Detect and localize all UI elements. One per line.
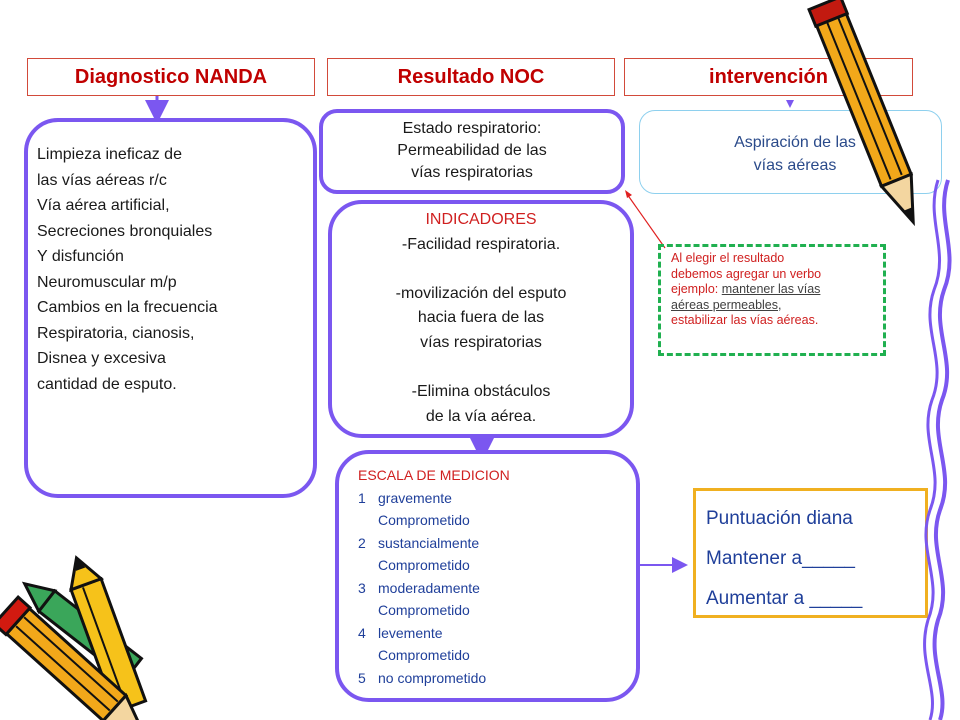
scale-sub: Comprometido <box>378 647 470 663</box>
note-line: debemos agregar un verbo <box>671 266 822 281</box>
scale-label: sustancialmente <box>378 534 480 551</box>
outcome-line: vías respiratorias <box>411 164 533 181</box>
scale-num: 5 <box>358 669 366 686</box>
outcome-line: Permeabilidad de las <box>397 142 547 159</box>
diagnosis-line: Neuromuscular m/p <box>37 273 177 291</box>
scale-label: moderadamente <box>378 579 480 596</box>
note-underlined: mantener las vías <box>721 282 821 297</box>
scale-label: gravemente <box>378 489 452 506</box>
diagnosis-line: las vías aéreas r/c <box>37 171 167 189</box>
target-line: Puntuación diana <box>706 508 853 529</box>
diagnosis-line: Cambios en la frecuencia <box>37 299 218 316</box>
scale-label: no comprometido <box>378 669 487 686</box>
intervention-line: vías aéreas <box>753 157 837 174</box>
header-diagnostico-nanda: Diagnostico NANDA <box>27 58 315 96</box>
note-line: Al elegir el resultado <box>671 251 785 265</box>
indicator-line: -Facilidad respiratoria. <box>401 235 561 253</box>
scale-num: 4 <box>358 624 366 641</box>
diagnosis-line: Limpieza ineficaz de <box>37 146 182 163</box>
scale-title: ESCALA DE MEDICION <box>358 467 510 483</box>
diagnosis-line: Disnea y excesiva <box>37 350 166 367</box>
scale-sub: Comprometido <box>378 557 470 573</box>
scale-label: levemente <box>378 624 443 641</box>
scale-sub: Comprometido <box>378 512 470 528</box>
scale-num: 2 <box>358 534 366 551</box>
indicator-line: de la vía aérea. <box>425 407 537 425</box>
header-intervencion: intervención <box>624 58 913 96</box>
note-prefix: ejemplo: <box>671 282 722 297</box>
note-underlined: aéreas permeables, <box>671 297 782 312</box>
note-line: estabilizar las vías aéreas. <box>671 313 819 328</box>
indicator-line: -Elimina obstáculos <box>411 383 551 401</box>
target-line: Aumentar a _____ <box>706 588 863 609</box>
diagnosis-line: cantidad de esputo. <box>37 375 177 393</box>
diagnosis-line: Respiratoria, cianosis, <box>37 324 195 342</box>
header-resultado-noc: Resultado NOC <box>327 58 615 96</box>
indicator-line: vías respiratorias <box>420 333 542 351</box>
indicator-line: -movilización del esputo <box>395 284 567 302</box>
indicator-line: hacia fuera de las <box>417 309 545 327</box>
outcome-line: Estado respiratorio: <box>402 120 542 137</box>
diagnosis-line: Secreciones bronquiales <box>37 222 213 240</box>
diagnosis-line: Y disfunción <box>37 248 124 265</box>
indicators-title: INDICADORES <box>425 211 537 228</box>
scale-sub: Comprometido <box>378 602 470 618</box>
diagnosis-line: Vía aérea artificial, <box>37 197 170 214</box>
scale-num: 3 <box>358 579 366 596</box>
scale-num: 1 <box>358 489 366 506</box>
intervention-line: Aspiración de las <box>734 134 856 151</box>
target-line: Mantener a_____ <box>706 548 855 569</box>
